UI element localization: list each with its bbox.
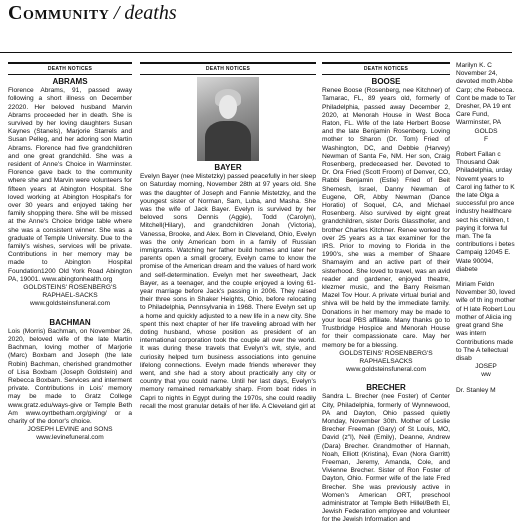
obit-text-partial: Marilyn K. C November 24, devoted moth Abbe Carp; che Rebecca. Cont be made to Ter Dresher, PA 19 ent Care Fund, Warminster, PA [456,62,516,127]
obit-name-abrams: ABRAMS [52,77,88,87]
portrait-photo [197,77,259,161]
obit-name-bachman: BACHMAN [49,317,91,327]
obit-text-partial: Dr. Stanley M [456,386,496,394]
column-1 [8,62,132,512]
funeral-home-line: RAPHAEL-SACKS [42,292,98,300]
obit-text-bayer: Evelyn Bayer (nee Mistetzky) passed peacefully in her sleep on Saturday morning, November 28th at 97 years old. She was the daughter of Joseph and Fannie Mistetzky, and the youngest sister of Norman, Sam, Luba, and Masha. She was the wife of Jack Bayer. Evelyn is survived by her beloved sons Dennis (Aggie), Todd (Carolyn), Mitchell(Hilary), and grandchildren Jonah (Victoria), Vanessa, Brooke, and Alex. Born in Cleveland, Ohio, Evelyn was the only American born in a family of Russian immigrants. Watching her father build homes and later her parents open a small grocery, Evelyn came to know the promise of the American dream and the values of hard work and self-determination. Evelyn met her sweetheart, Jack Bayer, as a teenager, and the couple enjoyed a loving 61-year marriage before Jack's passing in 2006. They raised their three sons in Shaker Heights, Ohio, before relocating to Philadelphia, Pennsylvania in 1968. There Evelyn set up a home and quickly adjusted to a new life in a new city. She spent this next chapter of her life traveling abroad with her doting husband, whose position as president of an international corporation took the couple all over the world. It was during these travels that Evelyn's wit, style, and curiosity helped turn business associations into genuine lifelong connections. Evelyn made friends wherever they went, and she had a story about practically any city or country that you could name. Until her last days, Evelyn's memory remained remarkably sharp. From boat rides in Capri to nights in Egypt during the 1970s, she could readily recall the most granular details of her life. A Cleveland girl at [140,173,316,410]
obit-text-brecher: Sandra L. Brecher (nee Foster) of Center City, Philadelphia, formerly of Wynnewood, PA and Dayton, Ohio passed quietly Monday, November 30th. Mother of Leslie Brecher Freeman (Gary) of St Louis, MO, David (z"l), Neil (Emily), Deanne, Andrew (Dara) Brecher. Grandmother of Hannah, Noah, Elliott (Kristina), Evan (Nora Garritt) Freeman, Jeremy, Amanda, Cole, and Vivienne Brecher. Sister of Ron Foster of Dayton, Ohio. Former wife of the late Fred Brecher. She was previously active in Women's American ORT, preschool administrator at Temple Beth Hillel/Beth El, Jewish Federation employee and volunteer for the Jewish Information and [322,393,450,524]
death-notices-header: DEATH NOTICES [8,62,132,75]
column-3 [322,62,450,524]
funeral-home-line: JOSEP [475,363,497,371]
death-notices-header: DEATH NOTICES [322,62,450,75]
section-subtitle: / deaths [113,2,177,24]
obit-text-partial: Miriam Feldn November 30, loved wife of th ing mother of H late Robert Lou mother of Alicia ing great grand She was intern Contributions made to The A tellectual disab [456,281,516,362]
funeral-home-line: F [483,135,489,143]
photo-figure [205,121,251,161]
obit-name-brecher: BRECHER [366,383,406,393]
funeral-home-line: GOLDSTEINS' ROSENBERG'S [339,349,433,357]
photo-face [219,95,237,119]
death-notices-header: DEATH NOTICES [140,62,316,75]
column-2 [140,62,316,512]
section-masthead [8,2,508,30]
obit-text-bachman: Lois (Morris) Bachman, on November 26, 2020, beloved wife of the late Martin Bachman, loving mother of Marjorie (Marc) Boxbam and Joseph (the late Robin) Bachman, cherished grandmother of Lisa Boxbam (Joseph Goldstein) and Rebecca Boxbam. Services and interment private. Contributions in Lois' memory may be made to Gratz College www.gratz.edu/ways-give or Temple Beth Am www.oyrtbetham.org/giving/ or a charity of the donor's choice. [8,327,132,425]
obit-name-boose: BOOSE [371,77,401,87]
masthead-rule [0,52,512,53]
funeral-home-url[interactable]: www.levinefuneral.com [36,434,104,442]
obit-name-bayer: BAYER [214,163,242,173]
column-4 [456,62,516,512]
funeral-home-line: JOSEPH LEVINE and SONS [27,426,113,434]
obit-text-partial: Robert Fallan c Thousand Oak Philadelphia, urday Novemt years to Carol ing father to K the late Olga a successful pro ance industry healthcare sect his children, t paying it forwa ful man. The fa contributions i betes Campaig 12045 E. Wate 90094, diabete [456,151,515,273]
funeral-home-url[interactable]: www.goldsteinsfuneral.com [30,300,110,308]
funeral-home-url[interactable]: www.goldsteinsfuneral.com [346,366,426,374]
funeral-home-line: GOLDSTEINS' ROSENBERG'S [23,284,117,292]
obit-text-boose: Renee Boose (Rosenberg, nee Kitchner) of Tamarac, FL, 89 years old, formerly of Philadelphia, passed away December 2, 2020, at Menorah House in West Boca Raton, FL. Wife of the late Herbert Boose and the late Benjamin Rosenberg. Loving mother to Sharon (Dr. Tom) Fried of Washington, DC, and Debbie (Harvey) Newman of Santa Fe, NM. Her son, Craig Rosenberg, predeceased her. Devoted to Dr. Ora Fried (Scott Froom) of Denver, CO, Rabbi Benjamin (Estie) Fried of Beit Shemesh, Israel, Danny Newman of Eugene, OR, Abby Newman (Dance Horatio) of Soquel, CA, and Michael Rosenberg. Also survived by eight great grandchildren, sister Doris Glassthofer, and brother Charles Kitchner. Renee worked for over 25 years as a tax examiner for the IRS. Prior to moving to Florida in the 1990's, she was a member of Shaare Shamayim and an active part of their sisterhood. She loved to travel, was an avid reader and gardener, enjoyed theatre, klezmer music, and the Barry Reisman Mazel Tov Hour. A private virtual burial and shiva will be held by the immediate family. Donations in her memory may be made to your local PBS affiliate. Many thanks go to Trustbridge Hospice and Menorah House for their compassionate care. May her memory be for a blessing. [322,87,450,349]
section-title: Community [8,2,110,24]
obit-text-abrams: Florence Abrams, 91, passed away following a short illness on December 22020. Her beloved husband Marvin Abrams proceeded her in death. She is survived by her loving daughters Susan Kaynes (Stanels), Marjorie Starrels and Susan Pelleg, and her adoring son Martin Abrams. Florence had five grandchildren and one great grandchild. She was a resident of Anne's Choice in Warminster. Florence gave back to the community where she and Marvin were volunteers for fifteen years at Abington Hospital. She loved working at Abington Hospital's for over 30 years and enjoyed taking her family shopping there. She will be missed at the Anne's Choice bridge table where she was a consistent winner. She was a graduate of Temple University. Due to the family's wishes, services will be private. Contributions in her memory may be made to Abington Hospital Foundation1200 Old York Road Abington PA, 19001. www.abingtonhealth.org [8,87,132,283]
funeral-home-line: ww [481,371,491,379]
funeral-home-line: RAPHAELSACKS [359,357,413,365]
funeral-home-line: GOLDS [474,127,498,135]
